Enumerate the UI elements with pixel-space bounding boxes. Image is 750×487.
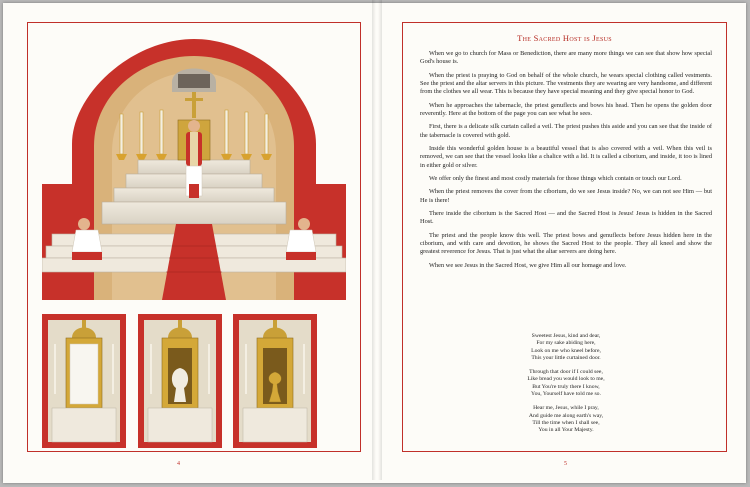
paragraph: When the priest is praying to God on behalf of the whole church, he wears special clothing called vestments. See the priest and the altar servers in this picture. The vestments they are wearing are very handsome, and different from the clothes we all wear. This is because they have special meaning and they give special honor to God. <box>420 71 713 96</box>
paragraph: First, there is a delicate silk curtain called a veil. The priest pushes this aside and you can see that the inside of the tabernacle is covered with gold. <box>420 123 712 139</box>
silk-veil <box>70 344 98 404</box>
poem-line: You in all Your Majesty. <box>538 427 594 434</box>
crucifix <box>192 92 196 118</box>
poem-line: Hear me, Jesus, while I pray, <box>533 405 599 412</box>
poem-line: Look on me who kneel before, <box>531 347 601 354</box>
book-gutter <box>372 0 382 480</box>
page-title: The Sacred Host is Jesus <box>517 33 612 43</box>
paragraph: When he approaches the tabernacle, the priest genuflects and bows his head. Then he opens the golden door reverently. Here at the bottom of the page you can see what he sees. <box>420 101 712 117</box>
poem-stanza <box>420 405 712 434</box>
right-page-number: 5 <box>564 461 567 467</box>
paragraph: We offer only the finest and most costly materials for those things which contain or touch our Lord. <box>429 174 682 182</box>
paragraph: When we see Jesus in the Sacred Host, we give Him all our homage and love. <box>429 261 627 269</box>
tabernacle-panel-veil <box>42 314 126 448</box>
poem-line: Through that door if I could see, <box>529 369 603 376</box>
poem-stanza <box>420 333 712 362</box>
poem-line: You, Yourself have told me so. <box>531 391 601 398</box>
poem-line: Like bread you would look to me, <box>527 376 605 383</box>
paragraph: There inside the ciborium is the Sacred Host — and the Sacred Host is Jesus! Jesus is hidden in the Sacred Host. <box>420 210 712 226</box>
paragraph: When the priest removes the cover from the ciborium, do we see Jesus inside? No, we can not see Him — but He is there! <box>420 188 712 204</box>
tabernacle-panel-ciborium-veiled <box>138 314 222 448</box>
poem <box>420 333 712 442</box>
poem-line: For my sake abiding here, <box>536 340 596 347</box>
poem-stanza <box>420 369 712 398</box>
paragraph: Inside this wonderful golden house is a beautiful vessel that is also covered with a veil. When this veil is removed, we can see that the vessel looks like a chalice with a lid. It is called a ciborium, and inside, it too is lined in either gold or silver. <box>420 145 712 169</box>
poem-line: Sweetest Jesus, kind and dear, <box>531 333 601 339</box>
paragraph: The priest and the people know this well. The priest bows and genuflects before Jesus hidden here in the ciborium, and with care and devotion, he shows the Sacred Host to the people. They all kneel and show the greatest reverence for Jesus. That is just what the altar servers are doing here. <box>420 231 712 256</box>
body-text <box>420 50 712 275</box>
poem-line: And guide me along earth's way, <box>528 412 604 419</box>
left-page-number: 4 <box>177 461 180 467</box>
tabernacle-panel-ciborium <box>233 314 317 448</box>
poem-line: Till the time when I shall see, <box>532 419 600 426</box>
poem-line: But You're truly there I know, <box>532 383 600 390</box>
poem-line: This your little curtained door. <box>531 354 601 361</box>
paragraph: When we go to church for Mass or Benediction, there are many more things we can see that show how special God's house is. <box>420 50 712 66</box>
altar-illustration <box>42 34 346 300</box>
